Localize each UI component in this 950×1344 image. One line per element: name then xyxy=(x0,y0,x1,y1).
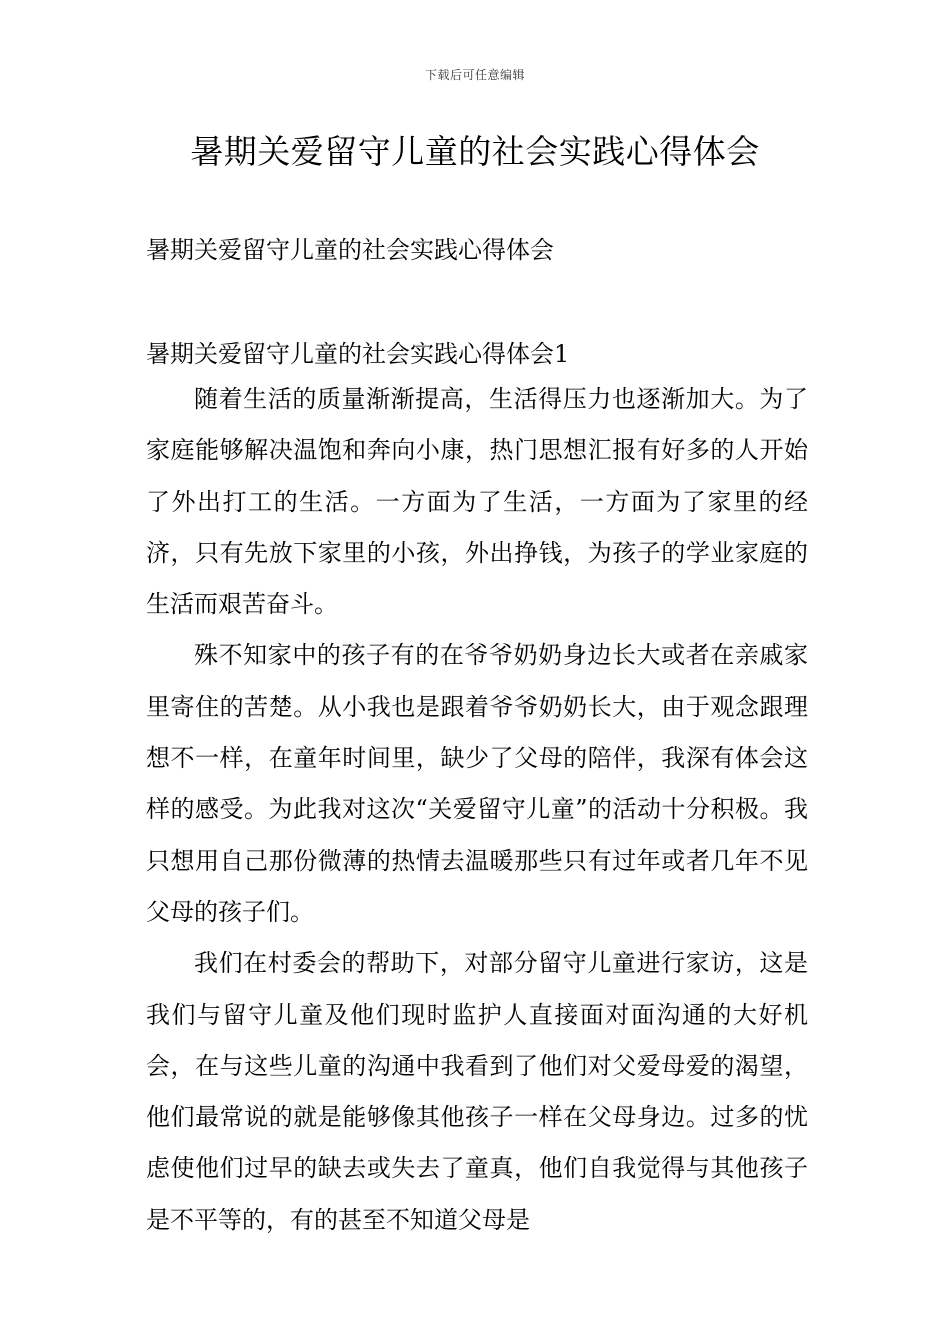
paragraph: 我们在村委会的帮助下，对部分留守儿童进行家访，这是我们与留守儿童及他们现时监护人直接面对面沟通的大好机会，在与这些儿童的沟通中我看到了他们对父爱母爱的渴望，他们最常说的就是能够像其他孩子一样在父母身边。过多的忧虑使他们过早的缺去或失去了童真，他们自我觉得与其他孩子是不平等的，有的甚至不知道父母是 xyxy=(146,949,808,1234)
section-title: 暑期关爱留守儿童的社会实践心得体会1 xyxy=(146,340,570,368)
paragraph: 随着生活的质量渐渐提高，生活得压力也逐渐加大。为了家庭能够解决温饱和奔向小康，热门思想汇报有好多的人开始了外出打工的生活。一方面为了生活，一方面为了家里的经济，只有先放下家里的小孩，外出挣钱，为孩子的学业家庭的生活而艰苦奋斗。 xyxy=(146,385,808,619)
body-text xyxy=(146,374,808,1246)
paragraph: 殊不知家中的孩子有的在爷爷奶奶身边长大或者在亲戚家里寄住的苦楚。从小我也是跟着爷爷奶奶长大，由于观念跟理想不一样，在童年时间里，缺少了父母的陪伴，我深有体会这样的感受。为此我对这次“关爱留守儿童”的活动十分积极。我只想用自己那份微薄的热情去温暖那些只有过年或者几年不见父母的孩子们。 xyxy=(146,641,808,926)
document-title: 暑期关爱留守儿童的社会实践心得体会 xyxy=(190,132,760,171)
document-subtitle: 暑期关爱留守儿童的社会实践心得体会 xyxy=(146,236,554,264)
header-note: 下载后可任意编辑 xyxy=(424,68,525,82)
